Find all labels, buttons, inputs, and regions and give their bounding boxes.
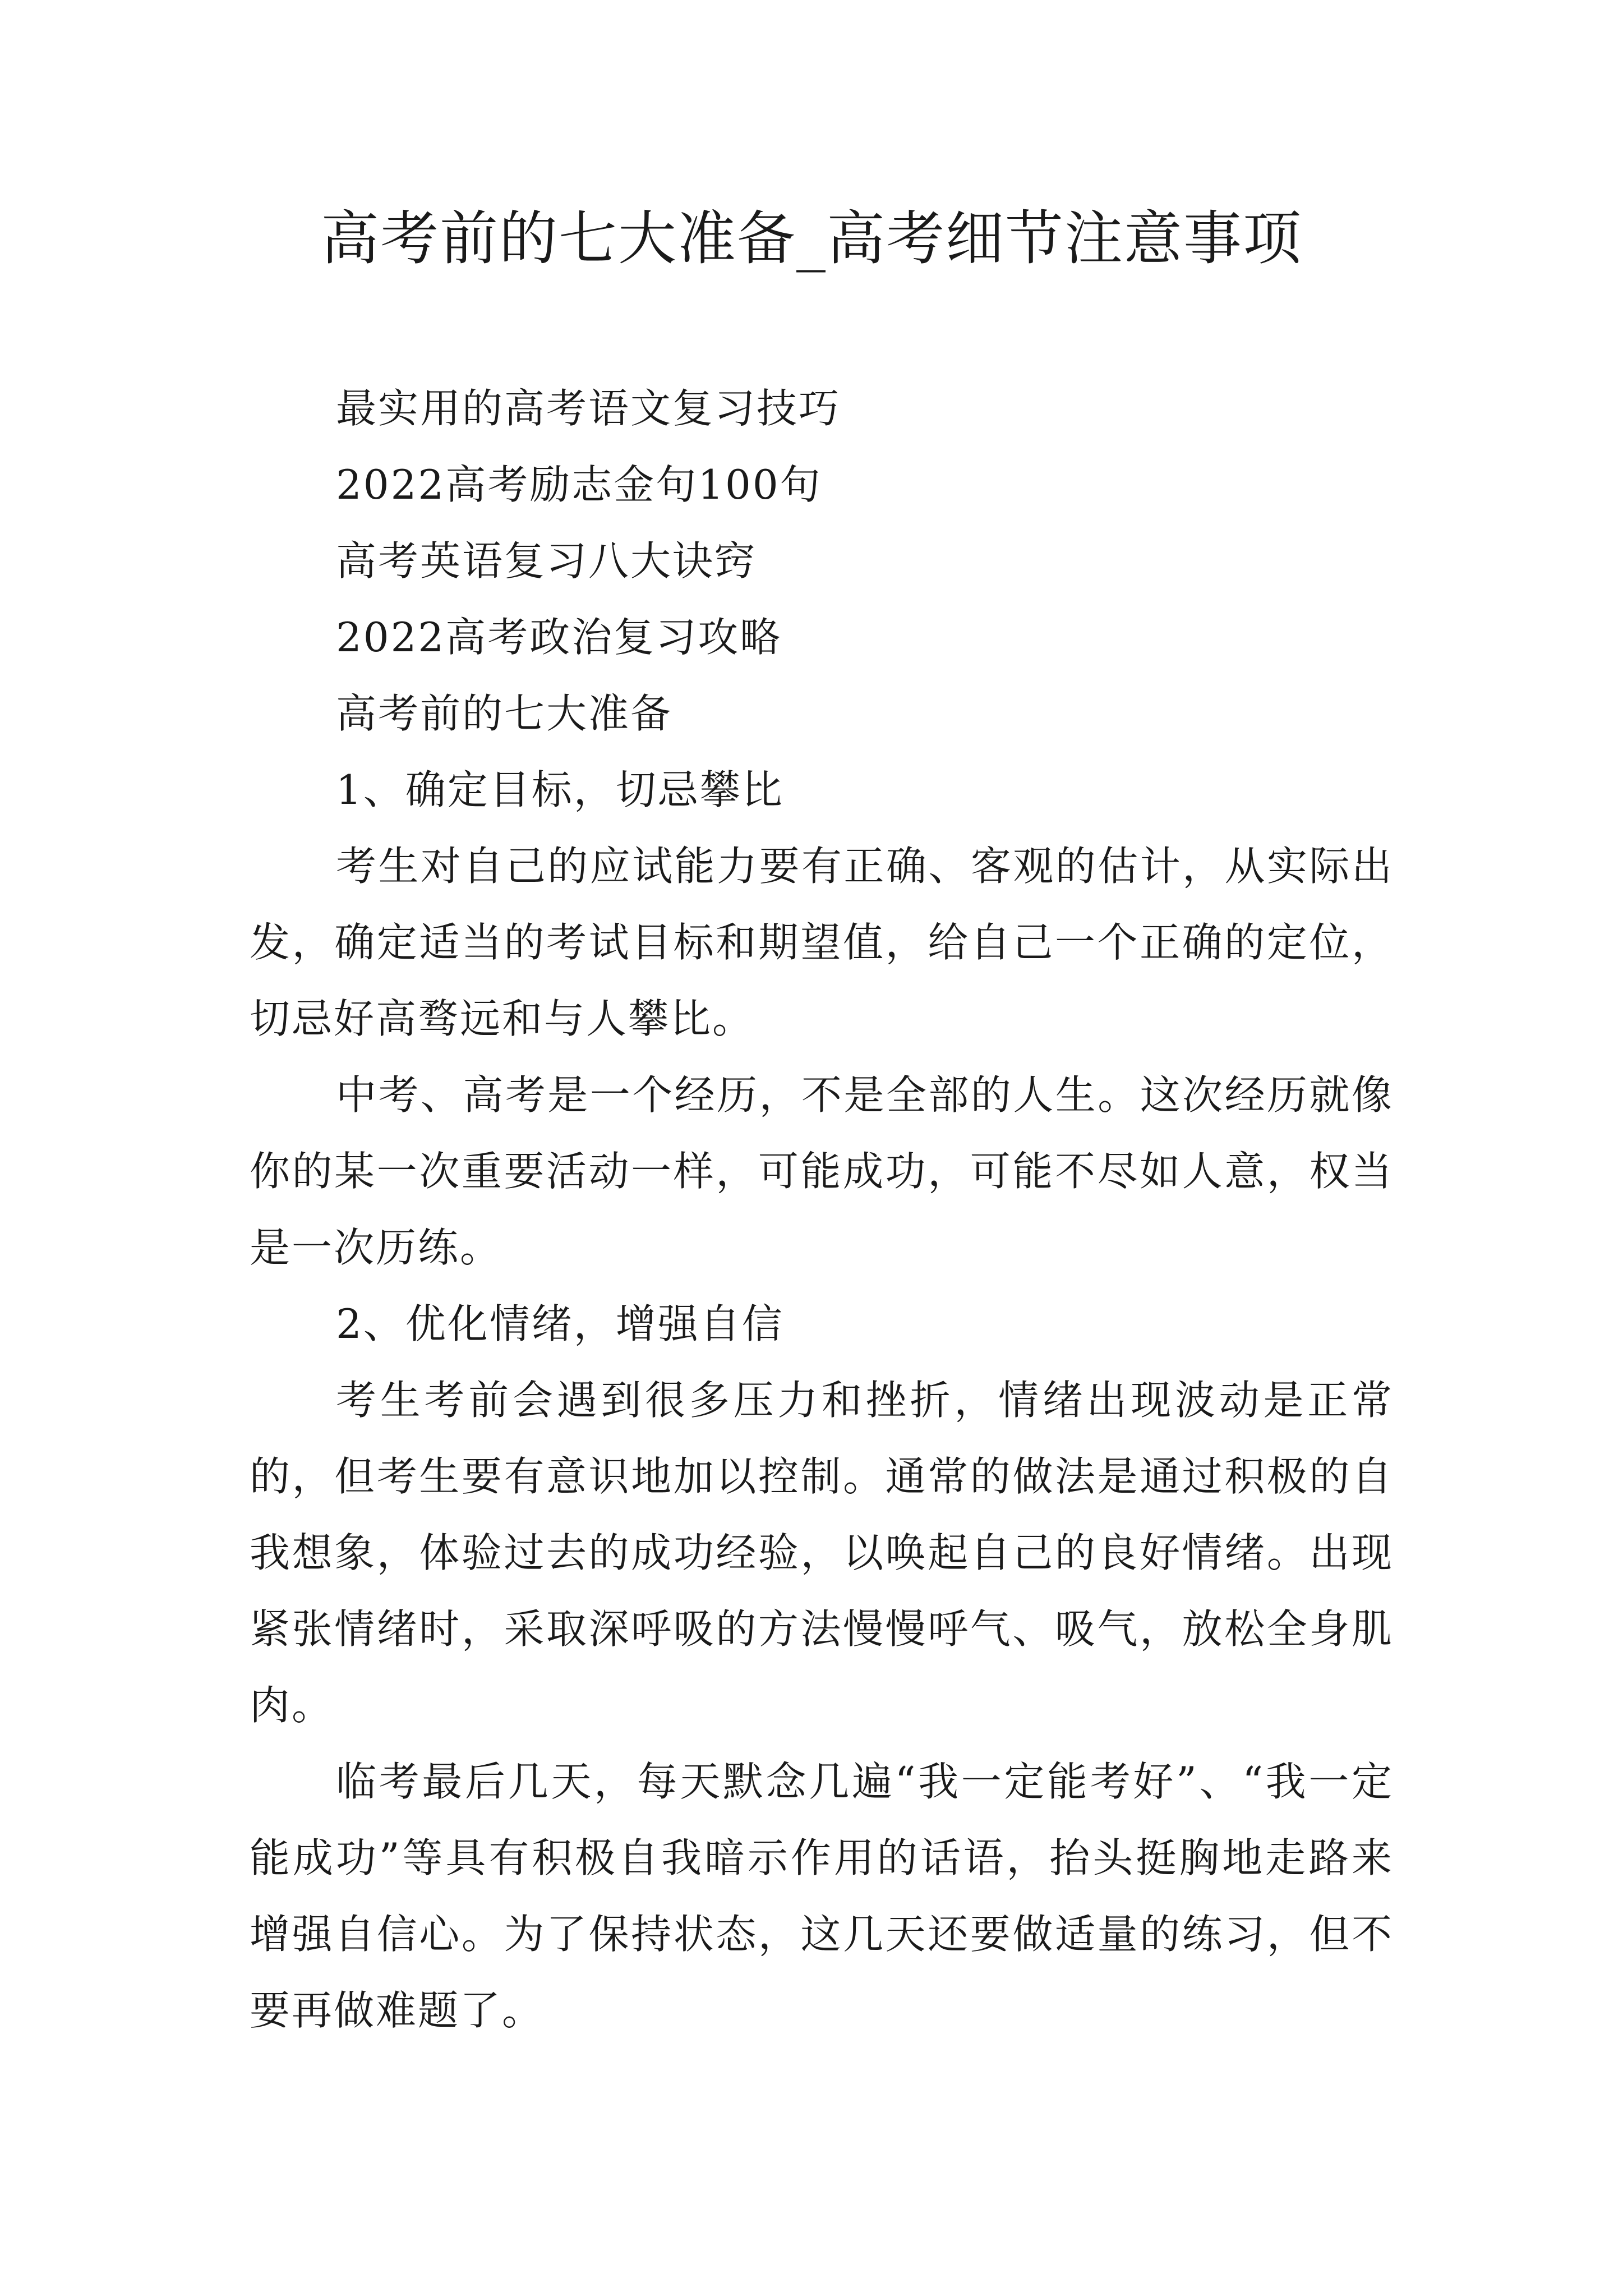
related-article-2: 2022高考励志金句100句: [336, 461, 822, 508]
section-1-heading: 1、确定目标，切忌攀比: [336, 766, 784, 813]
section-2-heading: 2、优化情绪，增强自信: [336, 1300, 784, 1347]
document-title: 高考前的七大准备_高考细节注意事项: [320, 204, 1302, 273]
related-article-3: 高考英语复习八大诀窍: [336, 537, 757, 585]
related-article-5: 高考前的七大准备: [336, 690, 673, 737]
document-body: [250, 370, 1394, 2049]
section-1-paragraph-2: 中考、高考是一个经历，不是全部的人生。这次经历就像你的某一次重要活动一样，可能成功，可能不尽如人意，权当是一次历练。: [250, 1071, 1394, 1271]
section-2-paragraph-1: 考生考前会遇到很多压力和挫折，情绪出现波动是正常的，但考生要有意识地加以控制。通常的做法是通过积极的自我想象，体验过去的成功经验，以唤起自己的良好情绪。出现紧张情绪时，采取深呼吸的方法慢慢呼气、吸气，放松全身肌肉。: [250, 1377, 1394, 1729]
related-article-4: 2022高考政治复习攻略: [336, 614, 782, 661]
related-article-1: 最实用的高考语文复习技巧: [336, 385, 841, 432]
section-1-paragraph-1: 考生对自己的应试能力要有正确、客观的估计，从实际出发，确定适当的考试目标和期望值，给自己一个正确的定位，切忌好高骛远和与人攀比。: [250, 843, 1394, 1042]
section-2-paragraph-2: 临考最后几天，每天默念几遍“我一定能考好”、“我一定能成功”等具有积极自我暗示作用的话语，抬头挺胸地走路来增强自信心。为了保持状态，这几天还要做适量的练习，但不要再做难题了。: [250, 1758, 1394, 2034]
